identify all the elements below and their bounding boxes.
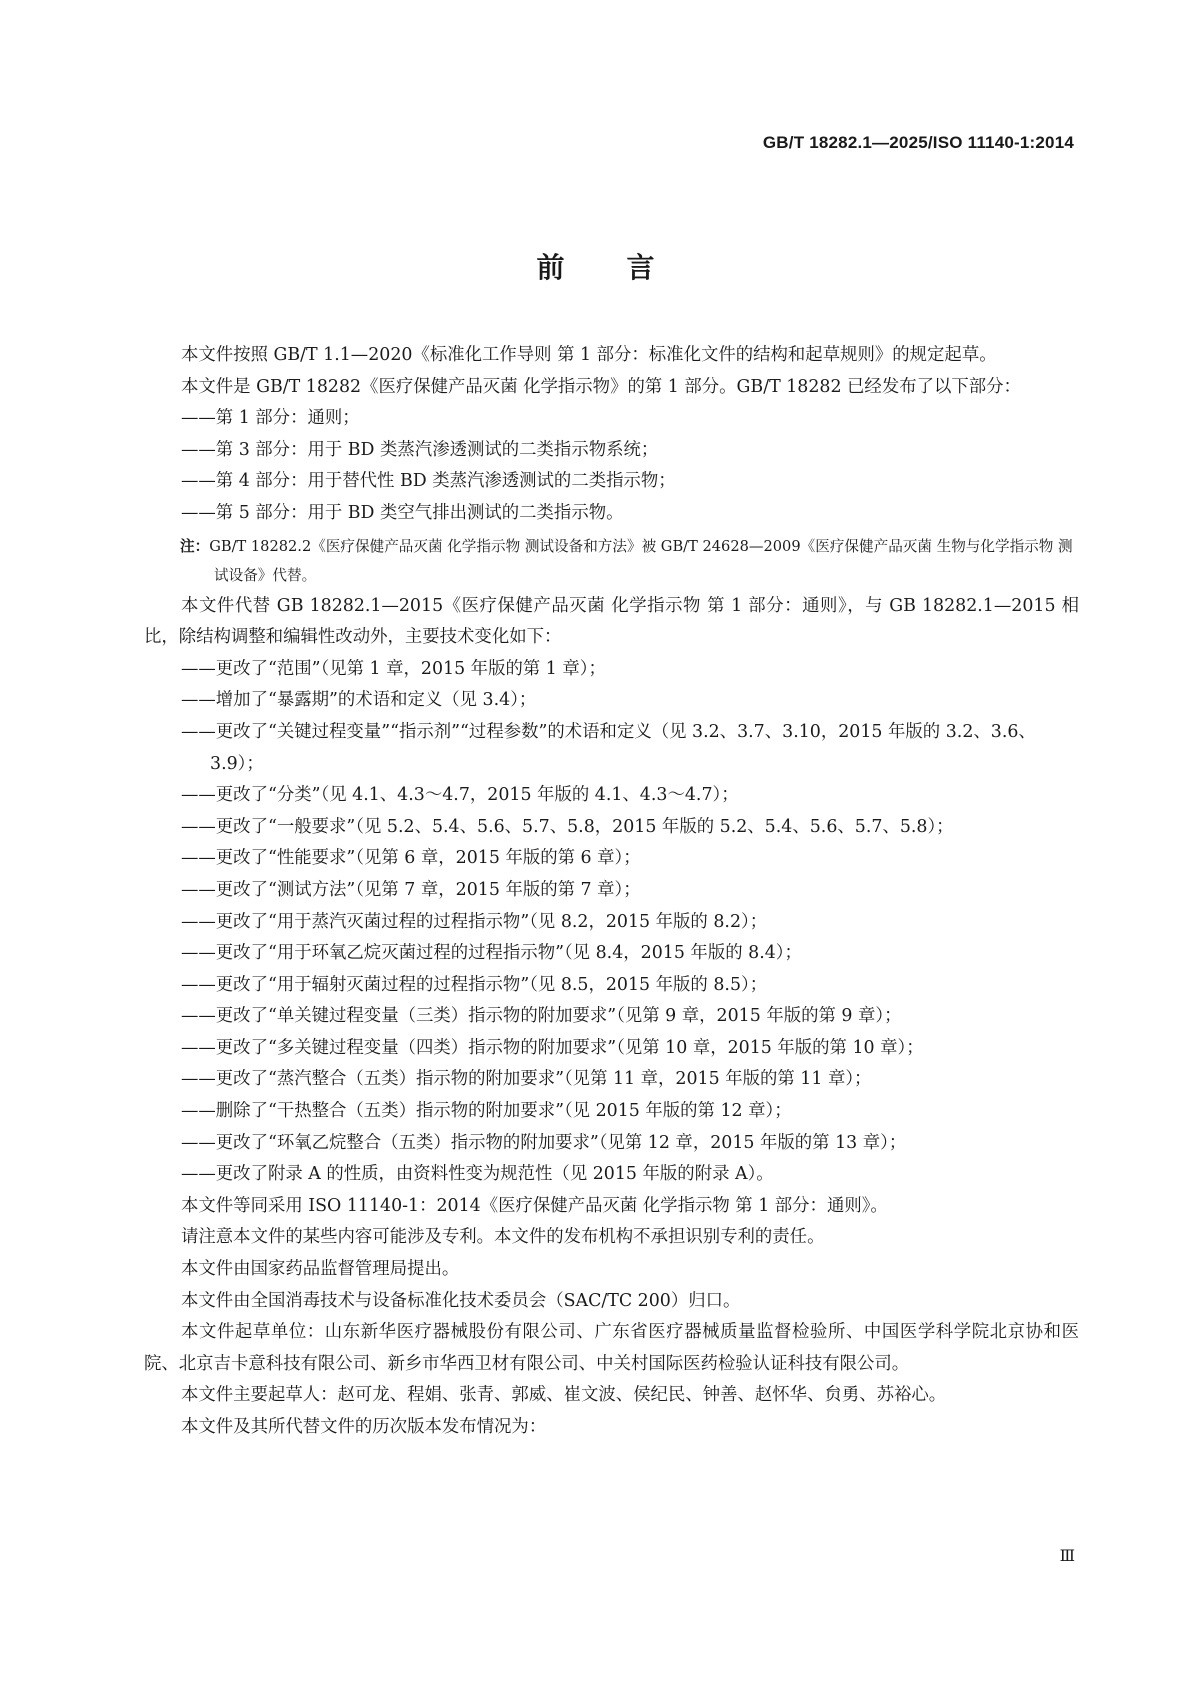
list-item: ——更改了“用于蒸汽灭菌过程的过程指示物”（见 8.2，2015 年版的 8.2）； bbox=[181, 911, 768, 932]
list-item: ——第 3 部分：用于 BD 类蒸汽渗透测试的二类指示物系统； bbox=[181, 439, 659, 460]
paragraph-patent-notice: 请注意本文件的某些内容可能涉及专利。本文件的发布机构不承担识别专利的责任。 bbox=[181, 1227, 825, 1248]
paragraph-version-history: 本文件及其所代替文件的历次版本发布情况为： bbox=[181, 1417, 547, 1437]
list-item: ——删除了“干热整合（五类）指示物的附加要求”（见 2015 年版的第 12 章）； bbox=[181, 1101, 792, 1122]
list-item: ——更改了附录 A 的性质，由资料性变为规范性（见 2015 年版的附录 A）。 bbox=[181, 1164, 774, 1185]
list-item: ——更改了“多关键过程变量（四类）指示物的附加要求”（见第 10 章，2015 年版的第 10 章）； bbox=[181, 1037, 924, 1058]
list-item: ——更改了“环氧乙烷整合（五类）指示物的附加要求”（见第 12 章，2015 年版的第 13 章）； bbox=[181, 1132, 907, 1153]
paragraph-replaces: 本文件代替 GB 18282.1—2015《医疗保健产品灭菌 化学指示物 第 1 部分：通则》，与 GB 18282.1—2015 相比，除结构调整和编辑性改动外，主要技术变化如下： bbox=[144, 595, 1079, 648]
changes-list bbox=[144, 654, 1079, 1191]
list-item: ——更改了“用于环氧乙烷灭菌过程的过程指示物”（见 8.4，2015 年版的 8.4）； bbox=[181, 943, 802, 964]
paragraph-drafting-rules: 本文件按照 GB/T 1.1—2020《标准化工作导则 第 1 部分：标准化文件的结构和起草规则》的规定起草。 bbox=[181, 345, 997, 365]
paragraph-iso-adoption: 本文件等同采用 ISO 11140-1：2014《医疗保健产品灭菌 化学指示物 第 1 部分：通则》。 bbox=[181, 1195, 888, 1216]
paragraph-proposed-by: 本文件由国家药品监督管理局提出。 bbox=[181, 1259, 460, 1280]
list-item: ——第 5 部分：用于 BD 类空气排出测试的二类指示物。 bbox=[181, 502, 624, 523]
list-item: ——更改了“单关键过程变量（三类）指示物的附加要求”（见第 9 章，2015 年版的第 9 章）； bbox=[181, 1006, 902, 1027]
list-item: ——更改了“分类”（见 4.1、4.3～4.7，2015 年版的 4.1、4.3～4.7）； bbox=[181, 785, 739, 806]
page-number: Ⅲ bbox=[1059, 1546, 1075, 1565]
list-item: ——更改了“范围”（见第 1 章，2015 年版的第 1 章）； bbox=[181, 658, 606, 679]
note-label: 注： bbox=[180, 537, 210, 555]
note-text: GB/T 18282.2《医疗保健产品灭菌 化学指示物 测试设备和方法》被 GB/T 24628—2009《医疗保健产品灭菌 生物与化学指示物 测试设备》代替。 bbox=[209, 537, 1073, 584]
list-item: ——更改了“蒸汽整合（五类）指示物的附加要求”（见第 11 章，2015 年版的第 11 章）； bbox=[181, 1069, 872, 1090]
list-item: ——更改了“用于辐射灭菌过程的过程指示物”（见 8.5，2015 年版的 8.5）； bbox=[181, 974, 768, 995]
list-item: ——更改了“性能要求”（见第 6 章，2015 年版的第 6 章）； bbox=[181, 848, 641, 869]
foreword-body bbox=[144, 340, 1079, 1444]
note bbox=[144, 532, 1079, 590]
list-item: ——增加了“暴露期”的术语和定义（见 3.4）； bbox=[181, 690, 537, 711]
list-item: ——更改了“关键过程变量”“指示剂”“过程参数”的术语和定义（见 3.2、3.7、3.10，2015 年版的 3.2、3.6、3.9）； bbox=[181, 721, 1036, 774]
paragraph-series-parts: 本文件是 GB/T 18282《医疗保健产品灭菌 化学指示物》的第 1 部分。GB/T 18282 已经发布了以下部分： bbox=[181, 376, 1021, 397]
paragraph-drafting-units: 本文件起草单位：山东新华医疗器械股份有限公司、广东省医疗器械质量监督检验所、中国医学科学院北京协和医院、北京吉卡意科技有限公司、新乡市华西卫材有限公司、中关村国际医药检验认证科技有限公司。 bbox=[144, 1322, 1079, 1374]
page-title: 前言 bbox=[536, 251, 717, 284]
parts-list bbox=[144, 403, 1079, 529]
list-item: ——第 4 部分：用于替代性 BD 类蒸汽渗透测试的二类指示物； bbox=[181, 471, 676, 492]
list-item: ——第 1 部分：通则； bbox=[181, 408, 360, 429]
list-item: ——更改了“一般要求”（见 5.2、5.4、5.6、5.7、5.8，2015 年版的 5.2、5.4、5.6、5.7、5.8）； bbox=[181, 816, 954, 837]
paragraph-under-jurisdiction: 本文件由全国消毒技术与设备标准化技术委员会（SAC/TC 200）归口。 bbox=[181, 1290, 741, 1311]
standard-number-header: GB/T 18282.1—2025/ISO 11140-1:2014 bbox=[762, 133, 1074, 152]
paragraph-drafters: 本文件主要起草人：赵可龙、程娟、张青、郭威、崔文波、侯纪民、钟善、赵怀华、贠勇、苏裕心。 bbox=[181, 1385, 947, 1406]
list-item: ——更改了“测试方法”（见第 7 章，2015 年版的第 7 章）； bbox=[181, 879, 641, 900]
